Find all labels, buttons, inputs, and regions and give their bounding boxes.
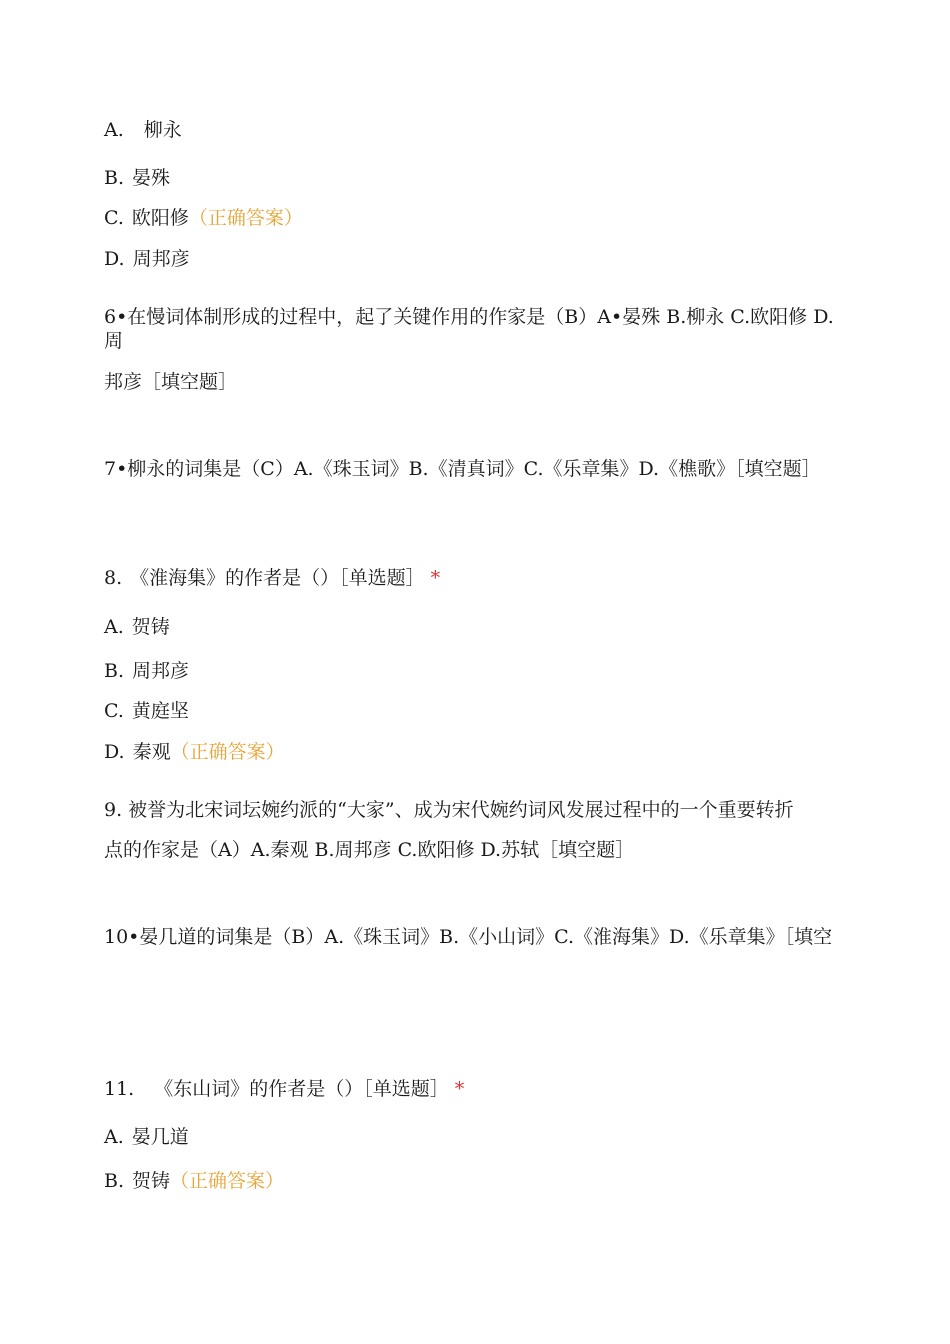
option-text: 欧阳修 xyxy=(131,207,189,229)
required-asterisk: * xyxy=(430,567,441,589)
required-asterisk: * xyxy=(454,1078,465,1100)
q6-text: 6•在慢词体制形成的过程中，起了关键作用的作家是（B）A•晏殊 B.柳永 C.欧阳修 D.周 xyxy=(104,306,834,352)
option-text: 晏几道 xyxy=(131,1126,189,1148)
option-marker: C. xyxy=(104,207,124,229)
option-marker: B. xyxy=(104,167,125,189)
option-text: 贺铸 xyxy=(131,616,170,638)
option-marker: D. xyxy=(104,741,125,763)
q8-option-d xyxy=(104,740,850,764)
correct-answer-tag: （正确答案） xyxy=(188,207,303,229)
option-text: 贺铸 xyxy=(132,1170,171,1192)
question-stem: 《东山词》的作者是（）［单选题］ xyxy=(154,1078,449,1100)
option-text: 周邦彦 xyxy=(132,660,190,682)
q8-option-a xyxy=(104,615,850,639)
correct-answer-tag: （正确答案） xyxy=(170,1170,285,1192)
option-text: 秦观 xyxy=(132,741,171,763)
q8-option-c xyxy=(104,699,850,723)
q11-question xyxy=(104,1077,850,1101)
option-marker: A. xyxy=(104,1126,124,1148)
option-text: 黄庭坚 xyxy=(131,700,189,722)
option-marker: B. xyxy=(104,660,125,682)
option-marker: A. xyxy=(104,616,124,638)
option-text: 晏殊 xyxy=(132,167,171,189)
question-stem: 《淮海集》的作者是（）［单选题］ xyxy=(130,567,425,589)
option-marker: C. xyxy=(104,700,124,722)
q7-text: 7•柳永的词集是（C）A.《珠玉词》B.《清真词》C.《乐章集》D.《樵歌》［填空题］ xyxy=(104,458,821,480)
q6-text-continued: 邦彦［填空题］ xyxy=(104,371,238,393)
q11-option-a xyxy=(104,1125,850,1149)
q8-question xyxy=(104,566,850,590)
option-marker: B. xyxy=(104,1170,125,1192)
q10-text: 10•晏几道的词集是（B）A.《珠玉词》B.《小山词》C.《淮海集》D.《乐章集》［填空 xyxy=(104,926,833,948)
q9-text-continued: 点的作家是（A）A.秦观 B.周邦彦 C.欧阳修 D.苏轼［填空题］ xyxy=(104,839,635,861)
q5-option-b xyxy=(104,166,850,190)
option-marker: D. xyxy=(104,248,125,270)
option-marker: A. xyxy=(104,119,124,141)
option-text: 周邦彦 xyxy=(132,248,190,270)
option-text: 柳永 xyxy=(143,119,182,141)
q5-option-d xyxy=(104,247,850,271)
correct-answer-tag: （正确答案） xyxy=(170,741,285,763)
question-number: 8. xyxy=(104,567,123,589)
q11-option-b xyxy=(104,1169,850,1193)
q5-option-a xyxy=(104,118,850,142)
q8-option-b xyxy=(104,659,850,683)
q5-option-c xyxy=(104,206,850,230)
q9-text: 9. 被誉为北宋词坛婉约派的“大家”、成为宋代婉约词风发展过程中的一个重要转折 xyxy=(104,799,794,821)
question-number: 11. xyxy=(104,1078,135,1100)
